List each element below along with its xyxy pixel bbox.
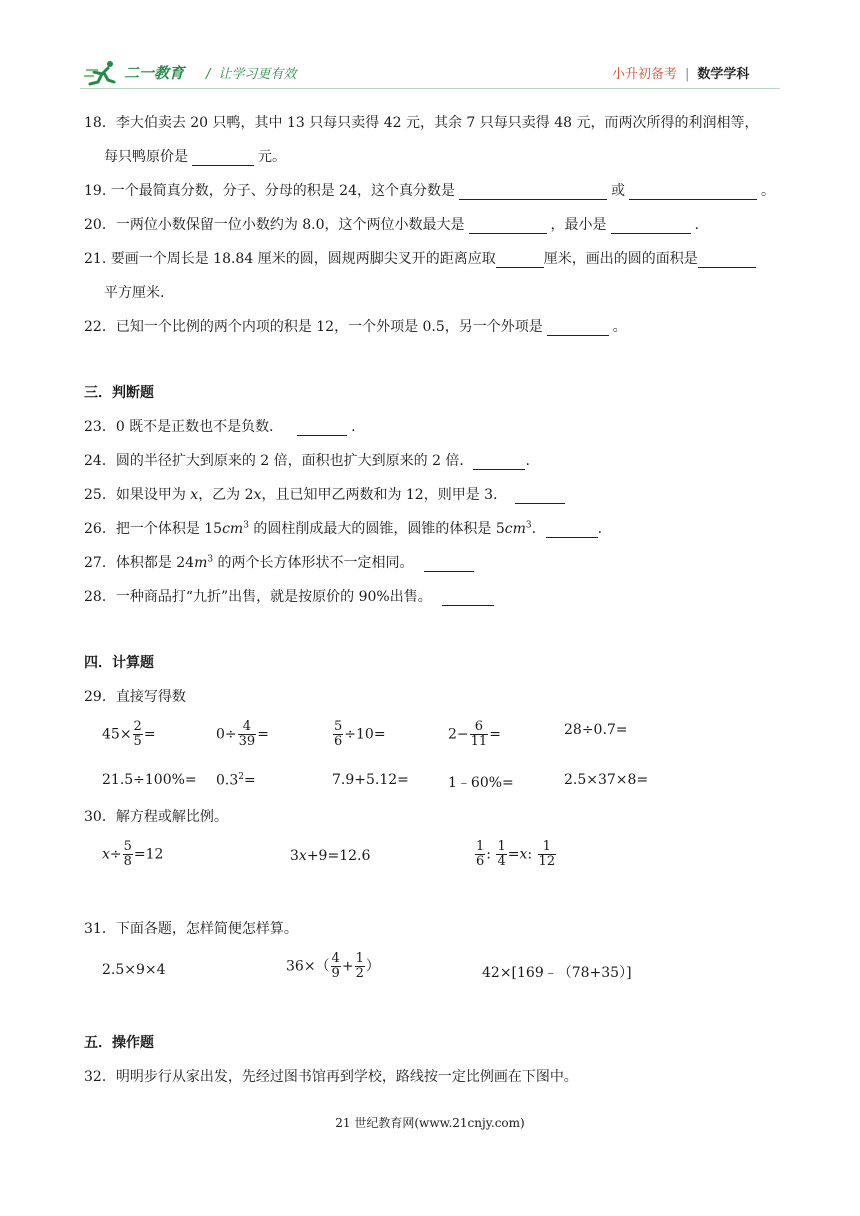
q27	[84, 552, 478, 572]
header-divider	[80, 88, 780, 89]
numerator: 6	[474, 719, 484, 734]
q27-unit: m	[194, 555, 208, 571]
q29-r2-c2-a: 0.3	[216, 772, 239, 789]
q21-text-a: 21. 要画一个周长是 18.84 厘米的圆，圆规两脚尖叉开的距离应取	[84, 251, 496, 267]
q29-r2-c2-exp: 2	[238, 772, 244, 782]
numerator: 1	[542, 839, 551, 854]
q21-line2: 平方厘米.	[104, 285, 165, 301]
q25-text-c: ，且已知甲乙两数和为 12，则甲是 3．	[261, 487, 508, 503]
q20-blank-1[interactable]	[469, 219, 547, 234]
var-x: x	[102, 846, 110, 863]
subject-label: 数学学科	[697, 67, 750, 82]
header-separator: |	[685, 67, 690, 82]
q20-text-b: ，最小是	[550, 217, 607, 233]
q32: 32．明明步行从家出发，先经过图书馆再到学校，路线按一定比例画在下图中。	[84, 1069, 578, 1085]
q31-expr2-a: 36×（	[286, 958, 330, 975]
equals: =	[507, 846, 520, 863]
q22-blank[interactable]	[547, 321, 609, 336]
q29-r2-c2-e: =	[244, 772, 256, 789]
q26-text-c: ．	[531, 521, 546, 537]
q24-text: 24．圆的半径扩大到原来的 2 倍，面积也扩大到原来的 2 倍．	[84, 453, 474, 469]
q27-text-b: 的两个长方体形状不一定相同。	[213, 555, 414, 571]
q23	[84, 416, 356, 436]
q25-var-x: x	[190, 487, 199, 503]
q30-eq2-rest: +9=12.6	[306, 848, 371, 864]
q29-r1-c5: 28÷0.7=	[564, 722, 628, 738]
q26-blank[interactable]	[546, 523, 598, 538]
q21-line1	[84, 248, 756, 268]
q26	[84, 518, 602, 538]
section-3-title: 三．判断题	[84, 385, 154, 401]
denominator: 2	[355, 966, 364, 981]
slogan	[206, 63, 296, 82]
q19-blank-1[interactable]	[459, 185, 607, 200]
q22	[84, 316, 627, 336]
q24	[84, 450, 530, 470]
numerator: 4	[242, 719, 252, 734]
q30-eq1-rhs: =12	[133, 846, 164, 863]
q29-r1-c4-e: =	[489, 726, 501, 743]
q29-r1-c1-e: =	[143, 726, 156, 743]
q31-expr1: 2.5×9×4	[102, 962, 166, 978]
q31-expr2-e: ）	[365, 958, 380, 975]
q30-eq1	[102, 840, 163, 869]
denominator: 12	[538, 854, 556, 869]
q27-text-a: 27．体积都是 24	[84, 555, 195, 571]
q26-unit-2: cm	[504, 521, 526, 537]
q19-text-c: 。	[760, 183, 775, 199]
q25-var-x2: x	[253, 487, 262, 503]
q29-r1-c1	[102, 720, 156, 749]
denominator: 9	[331, 966, 340, 981]
q29-r1-c4	[448, 720, 501, 749]
fraction	[333, 720, 343, 749]
q30-eq3	[474, 840, 557, 869]
fraction	[133, 720, 143, 749]
q23-blank[interactable]	[297, 421, 347, 436]
ratio-colon: :	[486, 846, 491, 863]
section-5-title: 五．操作题	[84, 1035, 154, 1051]
q23-end: .	[351, 419, 356, 435]
q29-r2-c5: 2.5×37×8=	[564, 772, 649, 788]
q29-r1-c2-e: =	[257, 726, 269, 743]
fraction	[331, 952, 341, 981]
q24-blank[interactable]	[473, 455, 525, 470]
header-right	[612, 63, 749, 82]
numerator: 2	[133, 719, 142, 734]
denominator: 39	[238, 734, 256, 749]
numerator: 1	[497, 839, 506, 854]
denominator: 11	[470, 734, 488, 749]
q26-text-a: 26．把一个体积是 15	[84, 521, 223, 537]
slash-divider-icon: /	[206, 67, 211, 82]
q22-text-b: 。	[612, 319, 627, 335]
fraction	[355, 952, 365, 981]
q27-blank[interactable]	[424, 557, 474, 572]
plus: +	[341, 958, 354, 975]
q29-r1-c3	[332, 720, 386, 749]
q29-r1-c2-a: 0÷	[216, 726, 237, 743]
var-x: x	[298, 848, 307, 864]
q21-text-b: 厘米，画出的圆的面积是	[543, 251, 698, 267]
q31-expr2	[286, 952, 380, 981]
q30-eq2	[290, 848, 370, 864]
denominator: 8	[123, 854, 132, 869]
fraction	[496, 840, 506, 869]
q28-blank[interactable]	[442, 591, 494, 606]
fraction	[470, 720, 489, 749]
slogan-text: 让学习更有效	[218, 67, 297, 82]
q29-title: 29．直接写得数	[84, 689, 186, 705]
q26-exp-1: 3	[243, 520, 249, 531]
q18-blank[interactable]	[192, 151, 254, 166]
numerator: 5	[334, 719, 343, 734]
q26-unit-1: cm	[222, 521, 244, 537]
q18-text-b: 元。	[258, 149, 286, 165]
op: ÷	[109, 846, 122, 863]
q25	[84, 484, 569, 504]
var-x: x	[519, 846, 528, 863]
page-footer: 21 世纪教育网(www.21cnjy.com)	[335, 1116, 525, 1130]
coef: 3	[290, 848, 299, 864]
numerator: 1	[355, 951, 364, 966]
q19-text-a: 19. 一个最简真分数，分子、分母的积是 24，这个真分数是	[84, 183, 455, 199]
q20-text-c: .	[694, 217, 699, 233]
q20-blank-2[interactable]	[611, 219, 691, 234]
q20-text-a: 20．一两位小数保留一位小数约为 8.0，这个两位小数最大是	[84, 217, 465, 233]
denominator: 5	[133, 734, 142, 749]
q27-exp: 3	[207, 554, 214, 565]
q21-blank-2[interactable]	[698, 253, 756, 268]
fraction	[538, 840, 557, 869]
fraction	[475, 840, 485, 869]
q29-r2-c3: 7.9+5.12=	[332, 772, 409, 788]
q29-r2-c4: 1﹣60%=	[448, 775, 514, 791]
q29-r2-c2	[216, 772, 256, 789]
q20	[84, 214, 699, 234]
brand-name: 二一教育	[124, 64, 185, 82]
q19-blank-2[interactable]	[629, 185, 757, 200]
q31-expr3: 42×[169﹣（78+35）]	[482, 965, 632, 981]
ratio-colon: :	[527, 846, 533, 863]
q26-exp-2: 3	[525, 520, 532, 531]
q29-r2-c1: 21.5÷100%=	[102, 772, 197, 788]
q23-text: 23．0 既不是正数也不是负数．	[84, 419, 284, 435]
q19	[84, 180, 775, 200]
q29-r1-c2	[216, 720, 269, 749]
q24-end: .	[525, 453, 530, 469]
q28-text: 28．一种商品打“九折”出售，就是按原价的 90%出售。	[84, 589, 432, 605]
q31-title: 31．下面各题，怎样简便怎样算。	[84, 921, 298, 937]
q26-end: .	[597, 521, 603, 537]
denominator: 6	[476, 854, 485, 869]
fraction	[238, 720, 257, 749]
q19-text-b: 或	[610, 183, 625, 199]
denominator: 6	[334, 734, 343, 749]
q18-line2	[104, 146, 286, 166]
q28	[84, 586, 498, 606]
exam-label: 小升初备考	[612, 67, 678, 82]
q18-text-a: 每只鸭原价是	[104, 149, 188, 165]
q18-line1: 18．李大伯卖去 20 只鸭，其中 13 只每只卖得 42 元，其余 7 只每只卖得 48 元，而两次所得的利润相等，	[84, 115, 759, 131]
q25-text-b: ，乙为 2	[198, 487, 254, 503]
fraction	[123, 840, 133, 869]
q29-r1-c4-a: 2−	[448, 726, 469, 743]
q22-text-a: 22．已知一个比例的两个内项的积是 12，一个外项是 0.5，另一个外项是	[84, 319, 543, 335]
section-4-title: 四．计算题	[84, 655, 154, 671]
numerator: 4	[331, 951, 340, 966]
q21-blank-1[interactable]	[496, 253, 544, 268]
denominator: 4	[497, 854, 506, 869]
q29-r1-c1-a: 45×	[102, 726, 132, 743]
q25-text-a: 25．如果设甲为	[84, 487, 186, 503]
q30-title: 30．解方程或解比例。	[84, 809, 228, 825]
q29-r1-c3-e: ÷10=	[344, 726, 386, 743]
numerator: 5	[123, 839, 132, 854]
q25-blank[interactable]	[515, 489, 565, 504]
q26-text-b: 的圆柱削成最大的圆锥，圆锥的体积是 5	[248, 521, 505, 537]
numerator: 1	[476, 839, 485, 854]
